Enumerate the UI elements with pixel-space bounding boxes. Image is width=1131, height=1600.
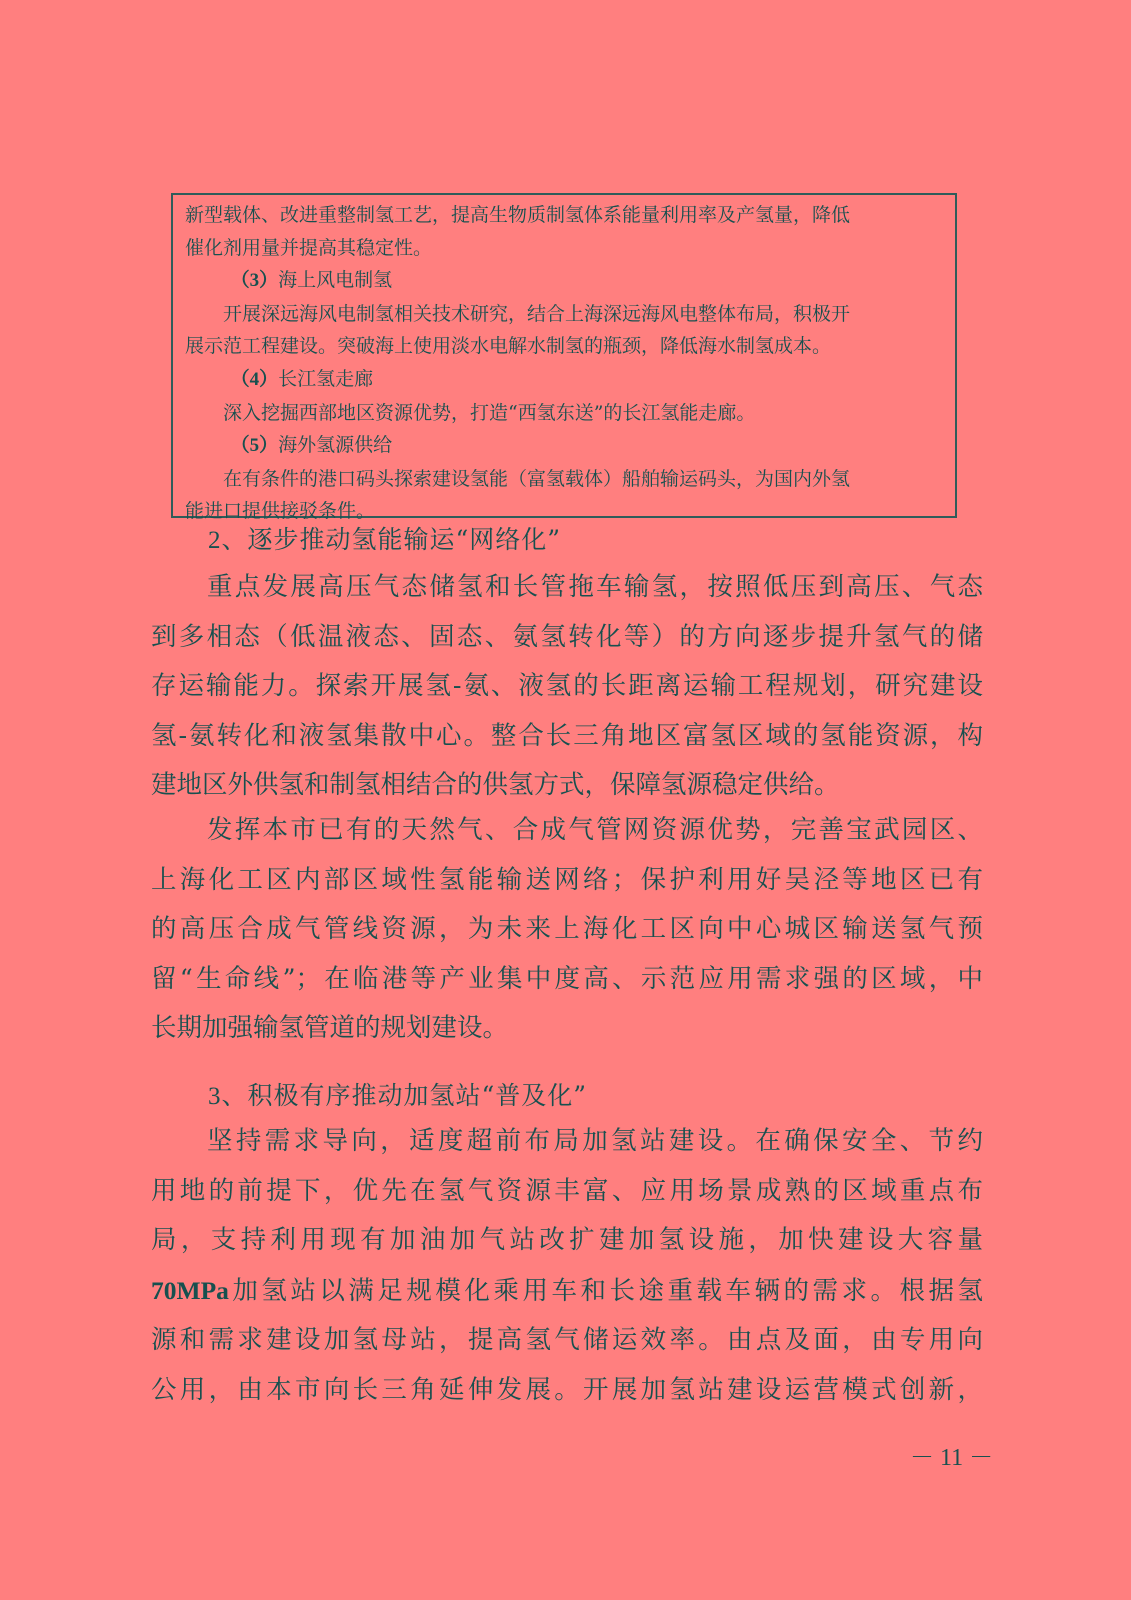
pressure-value: 70MPa: [151, 1275, 229, 1305]
section-2-paragraph-2: [151, 806, 983, 1054]
box-sub5-line-1: 在有条件的港口码头探索建设氢能（富氢载体）船舶输运码头，为国内外氢: [223, 467, 851, 490]
paragraph-line: [151, 1266, 983, 1317]
section-2-paragraph-1: [151, 563, 983, 811]
box-subheading-3: [185, 264, 943, 298]
box-subheading-4-number: （4）: [230, 368, 279, 390]
box-sub5-line-2: 能进口提供接驳条件。: [185, 500, 376, 523]
boxed-excerpt: [171, 193, 957, 523]
box-line-2: 催化剂用量并提高其稳定性。: [185, 236, 433, 259]
paragraph-line: 用地的前提下，优先在氢气资源丰富、应用场景成熟的区域重点布: [151, 1175, 983, 1206]
box-sub4-line-1: 深入挖掘西部地区资源优势，打造“西氢东送”的长江氢能走廊。: [223, 401, 756, 424]
box-subheading-5-number: （5）: [230, 435, 279, 457]
paragraph-line: 长期加强输氢管道的规划建设。: [151, 1013, 509, 1043]
section-2-number: 2: [208, 527, 222, 554]
section-3-paragraph-1: [151, 1117, 983, 1415]
paragraph-line: 留“生命线”；在临港等产业集中度高、示范应用需求强的区域，中: [151, 963, 983, 994]
box-line-1: 新型载体、改进重整制氢工艺，提高生物质制氢体系能量利用率及产氢量，降低: [185, 204, 851, 226]
box-subheading-5: [185, 429, 943, 463]
section-3-heading: [208, 1076, 587, 1112]
paragraph-line: 坚持需求导向，适度超前布局加氢站建设。在确保安全、节约: [207, 1126, 983, 1156]
box-subheading-3-title: 海上风电制氢: [278, 269, 393, 292]
paragraph-line: 存运输能力。探索开展氢-氨、液氢的长距离运输工程规划，研究建设: [151, 671, 983, 701]
box-subheading-3-number: （3）: [230, 270, 279, 292]
section-2-title: 、逐步推动氢能输运“网络化”: [221, 525, 562, 554]
paragraph-line: 公用，由本市向长三角延伸发展。开展加氢站建设运营模式创新，: [151, 1374, 983, 1405]
box-subheading-5-title: 海外氢源供给: [278, 434, 393, 457]
paragraph-line: 建地区外供氢和制氢相结合的供氢方式，保障氢源稳定供给。: [151, 770, 840, 800]
paragraph-line: 源和需求建设加氢母站，提高氢气储运效率。由点及面，由专用向: [151, 1325, 983, 1355]
paragraph-line: 到多相态（低温液态、固态、氨氢转化等）的方向逐步提升氢气的储: [151, 621, 983, 652]
section-3-number: 3: [208, 1083, 222, 1110]
paragraph-line: 氢-氨转化和液氢集散中心。整合长三角地区富氢区域的氢能资源，构: [151, 720, 983, 751]
box-sub3-line-1: 开展深远海风电制氢相关技术研究，结合上海深远海风电整体布局，积极开: [223, 302, 851, 325]
page-number: － 11 －: [910, 1445, 994, 1471]
paragraph-line: 发挥本市已有的天然气、合成气管网资源优势，完善宝武园区、: [207, 815, 983, 845]
box-subheading-4-title: 长江氢走廊: [278, 367, 374, 390]
paragraph-line: 重点发展高压气态储氢和长管拖车输氢，按照低压到高压、气态: [207, 572, 983, 602]
box-subheading-4: [185, 363, 943, 397]
box-sub3-line-2: 展示范工程建设。突破海上使用淡水电解水制氢的瓶颈，降低海水制氢成本。: [185, 335, 832, 358]
paragraph-line: 上海化工区内部区域性氢能输送网络；保护利用好吴泾等地区已有: [151, 864, 983, 895]
paragraph-line: 局，支持利用现有加油加气站改扩建加氢设施，加快建设大容量: [151, 1225, 983, 1255]
paragraph-line-rest: 加氢站以满足规模化乘用车和长途重载车辆的需求。根据氢: [228, 1275, 983, 1306]
section-2-heading: [208, 520, 561, 556]
paragraph-line: 的高压合成气管线资源，为未来上海化工区向中心城区输送氢气预: [151, 914, 983, 944]
section-3-title: 、积极有序推动加氢站“普及化”: [221, 1081, 588, 1110]
